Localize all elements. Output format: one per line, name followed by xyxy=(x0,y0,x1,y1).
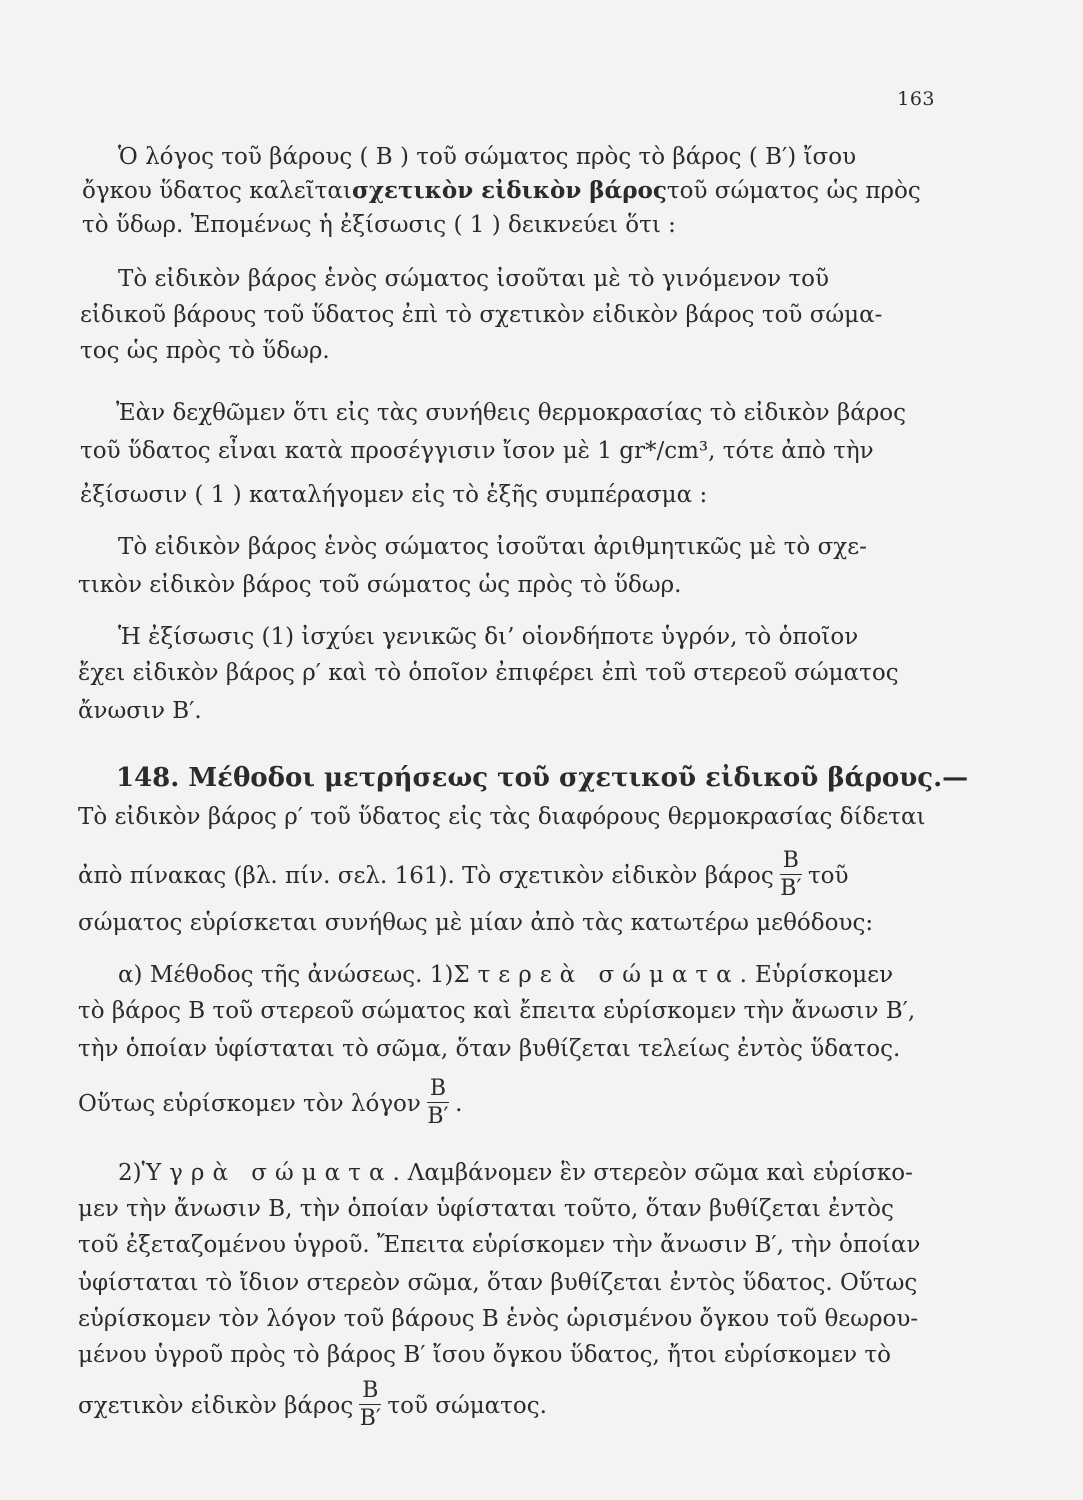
text-line: τὸ ὕδωρ. Ἐπομένως ἡ ἐξίσωσις ( 1 ) δεικνεύει ὅτι : xyxy=(82,212,676,238)
text-line: ἐξίσωσιν ( 1 ) καταλήγομεν εἰς τὸ ἑξῆς συμπέρασμα : xyxy=(80,482,708,508)
spaced-term: Ὑγρὰ σώματα. xyxy=(141,1160,408,1186)
section-heading: 148. Μέθοδοι μετρήσεως τοῦ σχετικοῦ εἰδικοῦ βάρους.— xyxy=(116,763,969,793)
text-line: μένου ὑγροῦ πρὸς τὸ βάρος Β′ ἴσου ὄγκου ὕδατος, ἤτοι εὑρίσκομεν τὸ xyxy=(78,1342,891,1368)
text-line: τὴν ὁποίαν ὑφίσταται τὸ σῶμα, ὅταν βυθίζεται τελείως ἐντὸς ὕδατος. xyxy=(78,1036,901,1062)
text-line: τοῦ ὕδατος εἶναι κατὰ προσέγγισιν ἴσον μὲ 1 gr*/cm³, τότε ἀπὸ τὴν xyxy=(80,438,874,464)
text-line: τος ὡς πρὸς τὸ ὕδωρ. xyxy=(80,338,330,364)
text-line: 2)Ὑγρὰ σώματα.Λαμβάνομεν ἓν στερεὸν σῶμα καὶ εὑρίσκο- xyxy=(0,1156,1083,1190)
text-line: α) Μέθοδος τῆς ἀνώσεως. 1)Στερεὰ σώματα.Εὑρίσκομεν xyxy=(0,958,1083,992)
text-line: ἀπὸ πίνακας (βλ. πίν. σελ. 161). Τὸ σχετικὸν εἰδικὸν βάρος $\frac{B}{B'}$ τοῦ xyxy=(78,848,849,901)
text-line: τὸ βάρος Β τοῦ στερεοῦ σώματος καὶ ἔπειτα εὑρίσκομεν τὴν ἄνωσιν Β′, xyxy=(78,998,916,1024)
text-line: Ἡ ἐξίσωσις (1) ἰσχύει γενικῶς δι’ οἱονδήποτε ὑγρόν, τὸ ὁποῖον xyxy=(118,624,859,650)
text-line: Τὸ εἰδικὸν βάρος ἑνὸς σώματος ἰσοῦται ἀριθμητικῶς μὲ τὸ σχε- xyxy=(118,534,867,560)
fraction: $\frac{B}{B'}$ xyxy=(427,1076,449,1129)
page-number: 163 xyxy=(897,88,935,110)
text-line: Ὁ λόγος τοῦ βάρους ( Β ) τοῦ σώματος πρὸς τὸ βάρος ( Β′) ἴσου xyxy=(118,144,857,170)
text-line: ἔχει εἰδικὸν βάρος ρ′ καὶ τὸ ὁποῖον ἐπιφέρει ἐπὶ τοῦ στερεοῦ σώματος xyxy=(78,660,899,686)
spaced-term: Στερεὰ σώματα. xyxy=(453,962,755,988)
text-line: μεν τὴν ἄνωσιν Β, τὴν ὁποίαν ὑφίσταται τοῦτο, ὅταν βυθίζεται ἐντὸς xyxy=(78,1196,894,1222)
text-line: ὑφίσταται τὸ ἴδιον στερεὸν σῶμα, ὅταν βυθίζεται ἐντὸς ὕδατος. Οὕτως xyxy=(78,1270,918,1296)
text-line: σώματος εὑρίσκεται συνήθως μὲ μίαν ἀπὸ τὰς κατωτέρω μεθόδους: xyxy=(78,910,874,936)
text-line: Τὸ εἰδικὸν βάρος ρ′ τοῦ ὕδατος εἰς τὰς διαφόρους θερμοκρασίας δίδεται xyxy=(78,804,926,830)
term-bold: σχετικὸν εἰδικὸν βάρος xyxy=(351,177,667,204)
text-line: ἄνωσιν Β′. xyxy=(78,698,202,724)
text-line: σχετικὸν εἰδικὸν βάρος $\frac{B}{B'}$ τοῦ σώματος. xyxy=(78,1378,547,1431)
text-line: Ἐὰν δεχθῶμεν ὅτι εἰς τὰς συνήθεις θερμοκρασίας τὸ εἰδικὸν βάρος xyxy=(116,400,907,426)
text-line: εἰδικοῦ βάρους τοῦ ὕδατος ἐπὶ τὸ σχετικὸν εἰδικὸν βάρος τοῦ σώμα- xyxy=(80,302,883,328)
text-line: τικὸν εἰδικὸν βάρος τοῦ σώματος ὡς πρὸς τὸ ὕδωρ. xyxy=(78,572,682,598)
text-line: Τὸ εἰδικὸν βάρος ἑνὸς σώματος ἰσοῦται μὲ τὸ γινόμενον τοῦ xyxy=(118,266,830,292)
fraction: $\frac{B}{B'}$ xyxy=(780,848,802,901)
text-line: Οὕτως εὑρίσκομεν τὸν λόγον $\frac{B}{B'}$ . xyxy=(78,1076,463,1129)
text-line: ὄγκου ὕδατος καλεῖταισχετικὸν εἰδικὸν βάροςτοῦ σώματος ὡς πρὸς xyxy=(0,174,1083,208)
text-line: τοῦ ἐξεταζομένου ὑγροῦ. Ἔπειτα εὑρίσκομεν τὴν ἄνωσιν Β′, τὴν ὁποίαν xyxy=(78,1232,921,1258)
text-line: εὑρίσκομεν τὸν λόγον τοῦ βάρους Β ἑνὸς ὡρισμένου ὄγκου τοῦ θεωρου- xyxy=(78,1306,919,1332)
fraction: $\frac{B}{B'}$ xyxy=(359,1378,381,1431)
